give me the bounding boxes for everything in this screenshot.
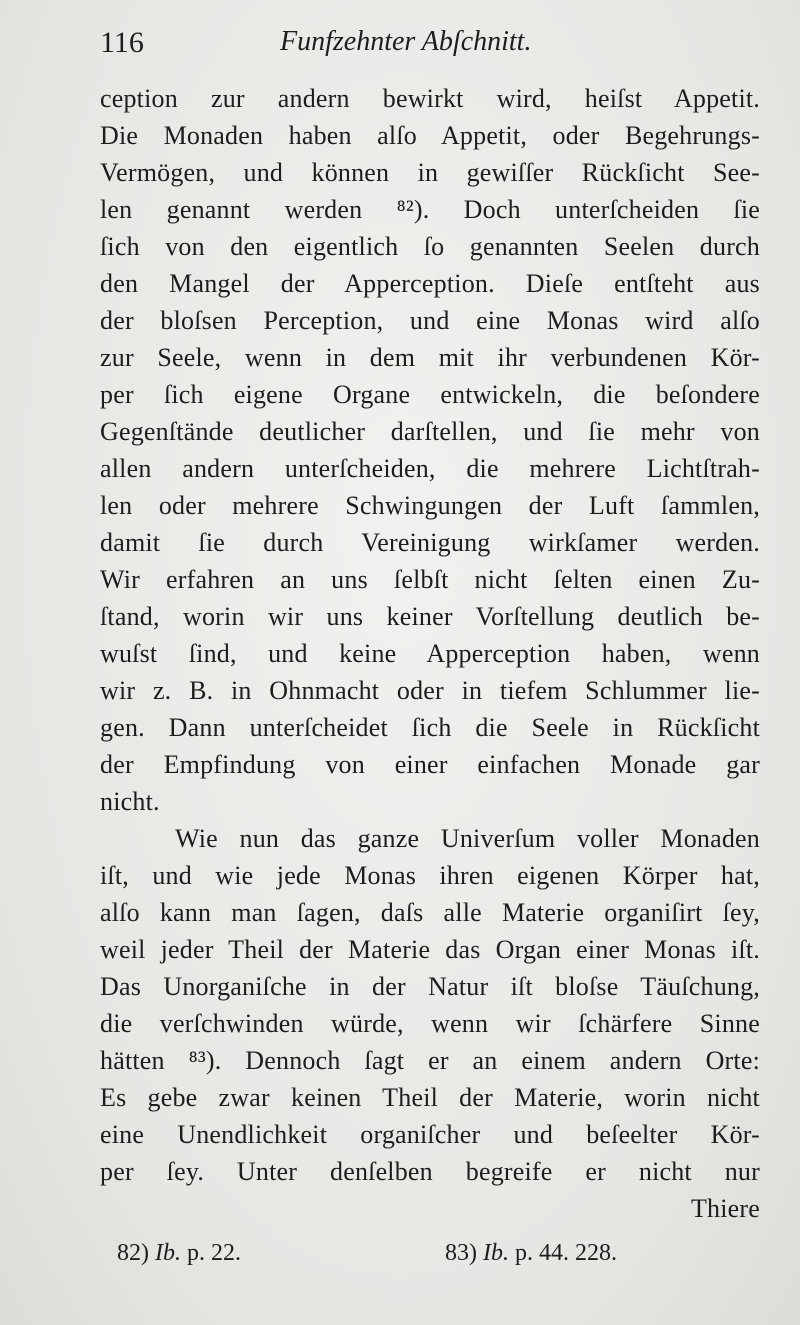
text-line: Das Unorganiſche in der Natur iſt bloſse Täuſchung, xyxy=(100,972,760,1001)
footnote-number: 82) xyxy=(117,1240,149,1266)
footnote-text: p. 22. xyxy=(187,1240,241,1266)
text-line: iſt, und wie jede Monas ihren eigenen Körper hat, xyxy=(100,861,760,890)
text-line: hätten ⁸³). Dennoch ſagt er an einem andern Orte: xyxy=(100,1046,760,1075)
body-text xyxy=(100,80,760,1227)
text-line: den Mangel der Apperception. Dieſe entſteht aus xyxy=(100,269,760,298)
footnote-text: p. 44. 228. xyxy=(515,1240,617,1266)
text-line: gen. Dann unterſcheidet ſich die Seele in Rückſicht xyxy=(100,713,760,742)
text-line: Die Monaden haben alſo Appetit, oder Begehrungs- xyxy=(100,121,760,150)
footnote-83 xyxy=(445,1240,617,1267)
text-line: wuſst ſind, und keine Apperception haben, wenn xyxy=(100,639,760,668)
text-line: len genannt werden ⁸²). Doch unterſcheiden ſie xyxy=(100,195,760,224)
text-line: der Empfindung von einer einfachen Monade gar xyxy=(100,750,760,779)
footnote-number: 83) xyxy=(445,1240,477,1266)
text-line: nicht. xyxy=(100,787,160,816)
catchword: Thiere xyxy=(690,1194,760,1223)
text-line: ception zur andern bewirkt wird, heiſst Appetit. xyxy=(100,84,760,113)
page-header xyxy=(0,22,800,62)
text-line: eine Unendlichkeit organiſcher und beſeelter Kör- xyxy=(100,1120,760,1149)
text-line: zur Seele, wenn in dem mit ihr verbundenen Kör- xyxy=(100,343,760,372)
text-line: Es gebe zwar keinen Theil der Materie, worin nicht xyxy=(100,1083,760,1112)
text-line: Wir erfahren an uns ſelbſt nicht ſelten einen Zu- xyxy=(100,565,760,594)
text-line: der bloſsen Perception, und eine Monas wird alſo xyxy=(100,306,760,335)
text-line: ſtand, worin wir uns keiner Vorſtellung deutlich be- xyxy=(100,602,760,631)
text-line: die verſchwinden würde, wenn wir ſchärfere Sinne xyxy=(100,1009,760,1038)
footnote-ref: Ib. xyxy=(155,1240,181,1266)
footnote-ref: Ib. xyxy=(483,1240,509,1266)
footnotes xyxy=(0,1240,800,1280)
text-line: weil jeder Theil der Materie das Organ einer Monas iſt. xyxy=(100,935,760,964)
text-line: per ſey. Unter denſelben begreife er nicht nur xyxy=(100,1157,760,1186)
text-line: Gegenſtände deutlicher darſtellen, und ſie mehr von xyxy=(100,417,760,446)
text-line: wir z. B. in Ohnmacht oder in tiefem Schlummer lie- xyxy=(100,676,760,705)
paragraph-start-line: Wie nun das ganze Univerſum voller Monaden xyxy=(175,824,760,853)
running-title: Funfzehnter Abſchnitt. xyxy=(280,26,532,57)
text-line: alſo kann man ſagen, daſs alle Materie organiſirt ſey, xyxy=(100,898,760,927)
text-line: ſich von den eigentlich ſo genannten Seelen durch xyxy=(100,232,760,261)
text-line: per ſich eigene Organe entwickeln, die beſondere xyxy=(100,380,760,409)
text-line: damit ſie durch Vereinigung wirkſamer werden. xyxy=(100,528,760,557)
footnote-82 xyxy=(117,1240,241,1267)
text-line: len oder mehrere Schwingungen der Luft ſammlen, xyxy=(100,491,760,520)
page-number: 116 xyxy=(100,26,144,59)
text-line: Vermögen, und können in gewiſſer Rückſicht See- xyxy=(100,158,760,187)
text-line: allen andern unterſcheiden, die mehrere Lichtſtrah- xyxy=(100,454,760,483)
